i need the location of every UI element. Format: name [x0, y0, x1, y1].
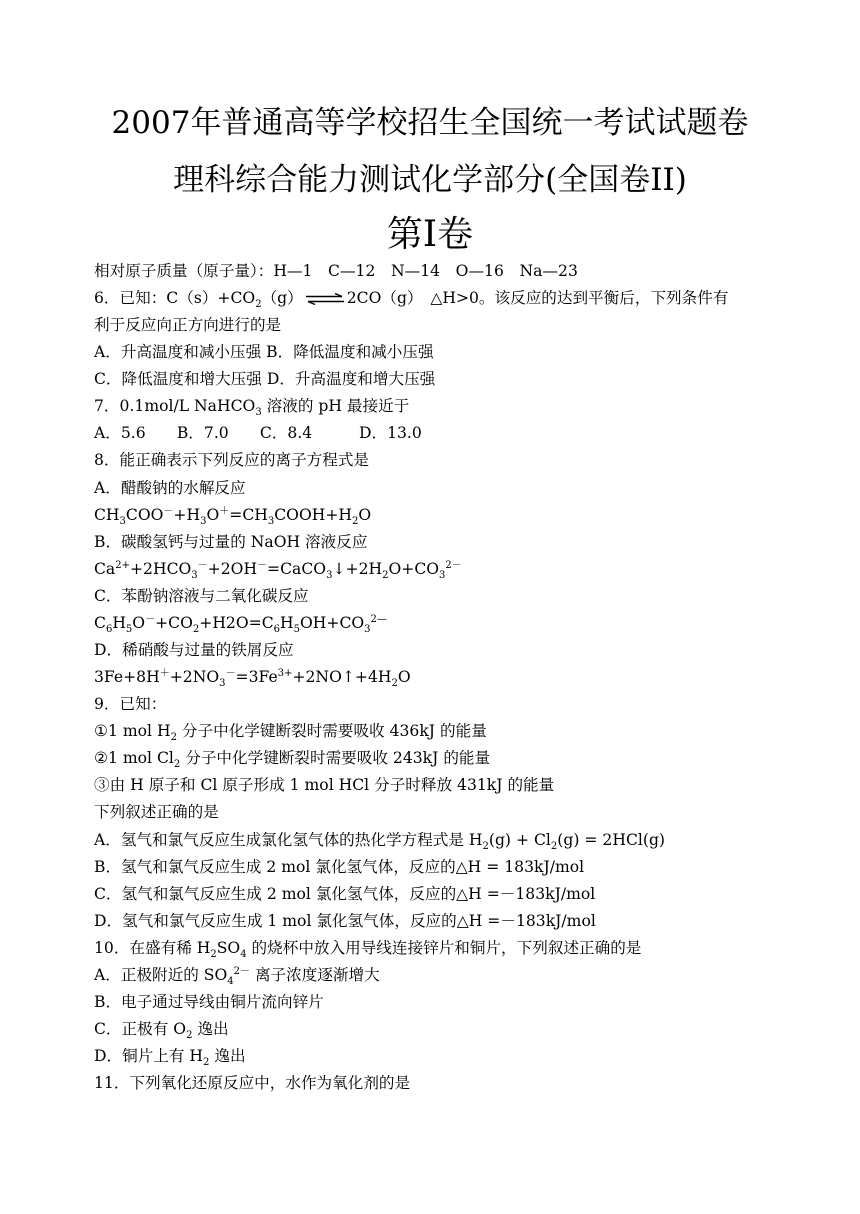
atomic-mass-line: 相对原子质量（原子量）：H—1 C—12 N—14 O—16 Na—23: [94, 262, 578, 280]
equation-a: $CH_3COO^-+H_3O^+=CH_3COOH+H_2O$: [94, 505, 372, 528]
question-8-stem: 8．能正确表示下列反应的离子方程式是: [94, 451, 370, 469]
question-6-options-cd: C．降低温度和增大压强 D．升高温度和增大压强: [94, 370, 436, 388]
equation-d: $3Fe+8H^++2NO_3^-=3Fe^{3+}+2NO↑+4H_2O$: [94, 667, 411, 690]
question-8-option-b: B．碳酸氢钙与过量的 NaOH 溶液反应: [94, 533, 368, 551]
question-9-given-2: ②1 mol $Cl_2$ 分子中化学键断裂时需要吸收 243kJ 的能量: [94, 749, 491, 771]
exam-subtitle: 理科综合能力测试化学部分(全国卷II): [173, 162, 687, 198]
question-8-option-d: D．稀硝酸与过量的铁屑反应: [94, 641, 294, 659]
exam-title: 2007年普通高等学校招生全国统一考试试题卷: [111, 105, 749, 141]
question-9-option-d: D．氢气和氯气反应生成 1 mol 氯化氢气体，反应的△H =－183kJ/mol: [94, 912, 596, 930]
question-10-option-a: A．正极附近的 $SO_4^{2-}$ 离子浓度逐渐增大: [94, 965, 380, 988]
question-9-given-1: ①1 mol $H_2$ 分子中化学键断裂时需要吸收 436kJ 的能量: [94, 722, 487, 744]
question-11-stem: 11．下列氧化还原反应中，水作为氧化剂的是: [94, 1074, 411, 1092]
question-9-given-3: ③由 H 原子和 Cl 原子形成 1 mol HCl 分子时释放 431kJ 的能量: [94, 776, 555, 794]
question-9-stem: 9．已知：: [94, 695, 167, 713]
question-8-option-c: C．苯酚钠溶液与二氧化碳反应: [94, 587, 309, 605]
question-9-prompt: 下列叙述正确的是: [94, 803, 219, 821]
question-8-option-a: A．醋酸钠的水解反应: [94, 479, 246, 497]
question-6-line-2: 利于反应向正方向进行的是: [94, 316, 282, 334]
question-6-line-1: 6．已知：$C(s)+CO_2(g)$ 2CO（g） △H>0。该反应的达到平衡后，下列条件有: [94, 289, 729, 311]
question-9-option-c: C．氢气和氯气反应生成 2 mol 氯化氢气体，反应的△H =－183kJ/mol: [94, 885, 596, 903]
question-10-option-c: C．正极有 $O_2$ 逸出: [94, 1020, 229, 1042]
question-10-option-b: B．电子通过导线由铜片流向锌片: [94, 993, 324, 1011]
reversible-arrow-icon: [304, 293, 346, 305]
equation-c: $C_6H_5O^-+CO_2+H2O=C_6H_5OH+CO_3^{2—}$: [94, 613, 387, 636]
question-9-option-a: A．氢气和氯气反应生成氯化氢气体的热化学方程式是 $H_2(g) + Cl_2(g) = 2HCl(g)$: [94, 831, 666, 853]
question-10-stem: 10．在盛有稀 $H_2SO_4$ 的烧杯中放入用导线连接锌片和铜片，下列叙述正确的是: [94, 939, 642, 961]
question-9-option-b: B．氢气和氯气反应生成 2 mol 氯化氢气体，反应的△H = 183kJ/mol: [94, 858, 585, 876]
question-7-options: A．5.6 B．7.0 C．8.4 D．13.0: [94, 424, 422, 442]
question-10-option-d: D．铜片上有 $H_2$ 逸出: [94, 1047, 246, 1069]
question-6-options-ab: A．升高温度和减小压强 B．降低温度和减小压强: [94, 343, 434, 361]
equation-b: $Ca^{2+}+2HCO_3^-+2OH^-=CaCO_3↓+2H_2O+CO_3^{2-}$: [94, 559, 462, 582]
volume-heading: 第Ⅰ卷: [386, 214, 474, 255]
question-7-stem: 7．0.1mol/L NaHCO$_3$ 溶液的 pH 最接近于: [94, 397, 410, 419]
